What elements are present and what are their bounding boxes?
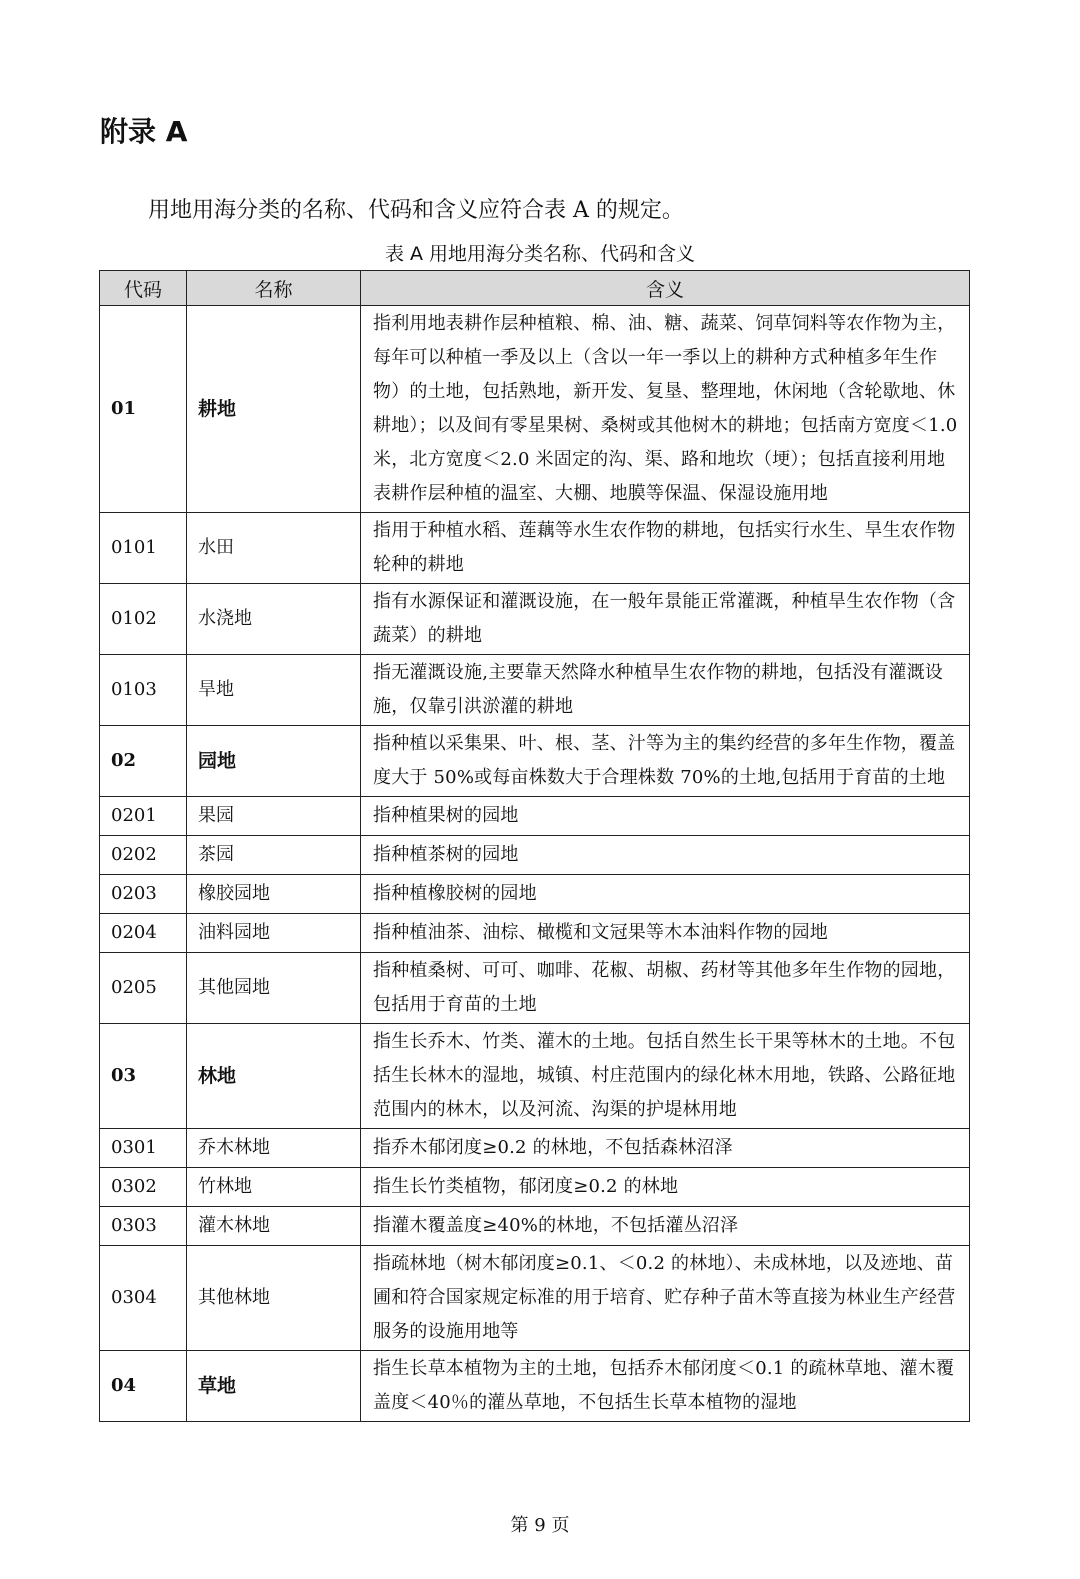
table-row	[100, 914, 970, 953]
table-row	[100, 953, 970, 1024]
table-row	[100, 655, 970, 726]
row-description: 指有水源保证和灌溉设施，在一般年景能正常灌溉，种植旱生农作物（含蔬菜）的耕地	[361, 584, 970, 655]
intro-paragraph: 用地用海分类的名称、代码和含义应符合表 A 的规定。	[148, 198, 684, 223]
table-row	[100, 1351, 970, 1422]
row-description: 指种植橡胶树的园地	[361, 875, 970, 914]
appendix-title: 附录 A	[100, 115, 188, 148]
row-name: 果园	[187, 797, 361, 836]
row-description: 指无灌溉设施,主要靠天然降水种植旱生农作物的耕地，包括没有灌溉设施，仅靠引洪淤灌的耕地	[361, 655, 970, 726]
row-description: 指灌木覆盖度≥40%的林地，不包括灌丛沼泽	[361, 1207, 970, 1246]
row-name: 油料园地	[187, 914, 361, 953]
row-description: 指种植果树的园地	[361, 797, 970, 836]
row-name: 水浇地	[187, 584, 361, 655]
row-name: 林地	[187, 1024, 361, 1129]
table-caption: 表 A 用地用海分类名称、代码和含义	[384, 243, 696, 265]
row-name: 旱地	[187, 655, 361, 726]
table-row	[100, 1246, 970, 1351]
table-row	[100, 797, 970, 836]
row-code: 02	[100, 726, 187, 797]
row-code: 0102	[100, 584, 187, 655]
table-row	[100, 306, 970, 513]
header-name: 名称	[187, 271, 361, 306]
row-description: 指种植以采集果、叶、根、茎、汁等为主的集约经营的多年生作物，覆盖度大于 50%或每亩株数大于合理株数 70%的土地,包括用于育苗的土地	[361, 726, 970, 797]
row-description: 指种植油茶、油棕、橄榄和文冠果等木本油料作物的园地	[361, 914, 970, 953]
table-row	[100, 726, 970, 797]
header-code: 代码	[100, 271, 187, 306]
row-name: 其他园地	[187, 953, 361, 1024]
row-name: 其他林地	[187, 1246, 361, 1351]
table-row	[100, 584, 970, 655]
row-code: 01	[100, 306, 187, 513]
row-code: 0303	[100, 1207, 187, 1246]
table-row	[100, 513, 970, 584]
row-code: 0301	[100, 1129, 187, 1168]
row-name: 园地	[187, 726, 361, 797]
row-name: 耕地	[187, 306, 361, 513]
land-classification-table	[99, 270, 970, 1422]
row-code: 0204	[100, 914, 187, 953]
row-description: 指乔木郁闭度≥0.2 的林地，不包括森林沼泽	[361, 1129, 970, 1168]
row-code: 0103	[100, 655, 187, 726]
row-name: 茶园	[187, 836, 361, 875]
row-code: 0302	[100, 1168, 187, 1207]
table-row	[100, 1129, 970, 1168]
row-description: 指种植茶树的园地	[361, 836, 970, 875]
row-code: 0203	[100, 875, 187, 914]
table-row	[100, 1207, 970, 1246]
table-row	[100, 1168, 970, 1207]
table-header-row	[100, 271, 970, 306]
row-name: 橡胶园地	[187, 875, 361, 914]
row-code: 0205	[100, 953, 187, 1024]
row-name: 灌木林地	[187, 1207, 361, 1246]
row-code: 04	[100, 1351, 187, 1422]
row-code: 0201	[100, 797, 187, 836]
row-description: 指利用地表耕作层种植粮、棉、油、糖、蔬菜、饲草饲料等农作物为主，每年可以种植一季及以上（含以一年一季以上的耕种方式种植多年生作物）的土地，包括熟地，新开发、复垦、整理地，休闲地（含轮歇地、休耕地）；以及间有零星果树、桑树或其他树木的耕地；包括南方宽度＜1.0 米，北方宽度＜2.0 米固定的沟、渠、路和地坎（埂）；包括直接利用地表耕作层种植的温室、大棚、地膜等保温、保湿设施用地	[361, 306, 970, 513]
row-name: 乔木林地	[187, 1129, 361, 1168]
table-row	[100, 875, 970, 914]
row-description: 指用于种植水稻、莲藕等水生农作物的耕地，包括实行水生、旱生农作物轮种的耕地	[361, 513, 970, 584]
page-number: 第 9 页	[510, 1515, 570, 1536]
table-row	[100, 836, 970, 875]
row-name: 竹林地	[187, 1168, 361, 1207]
row-description: 指生长乔木、竹类、灌木的土地。包括自然生长干果等林木的土地。不包括生长林木的湿地，城镇、村庄范围内的绿化林木用地，铁路、公路征地范围内的林木，以及河流、沟渠的护堤林用地	[361, 1024, 970, 1129]
row-code: 0202	[100, 836, 187, 875]
row-code: 03	[100, 1024, 187, 1129]
row-description: 指生长竹类植物，郁闭度≥0.2 的林地	[361, 1168, 970, 1207]
row-description: 指疏林地（树木郁闭度≥0.1、＜0.2 的林地）、未成林地，以及迹地、苗圃和符合国家规定标准的用于培育、贮存种子苗木等直接为林业生产经营服务的设施用地等	[361, 1246, 970, 1351]
row-code: 0304	[100, 1246, 187, 1351]
row-code: 0101	[100, 513, 187, 584]
row-name: 草地	[187, 1351, 361, 1422]
row-description: 指生长草本植物为主的土地，包括乔木郁闭度＜0.1 的疏林草地、灌木覆盖度＜40％的灌丛草地，不包括生长草本植物的湿地	[361, 1351, 970, 1422]
table-row	[100, 1024, 970, 1129]
row-name: 水田	[187, 513, 361, 584]
row-description: 指种植桑树、可可、咖啡、花椒、胡椒、药材等其他多年生作物的园地，包括用于育苗的土地	[361, 953, 970, 1024]
header-meaning: 含义	[361, 271, 970, 306]
